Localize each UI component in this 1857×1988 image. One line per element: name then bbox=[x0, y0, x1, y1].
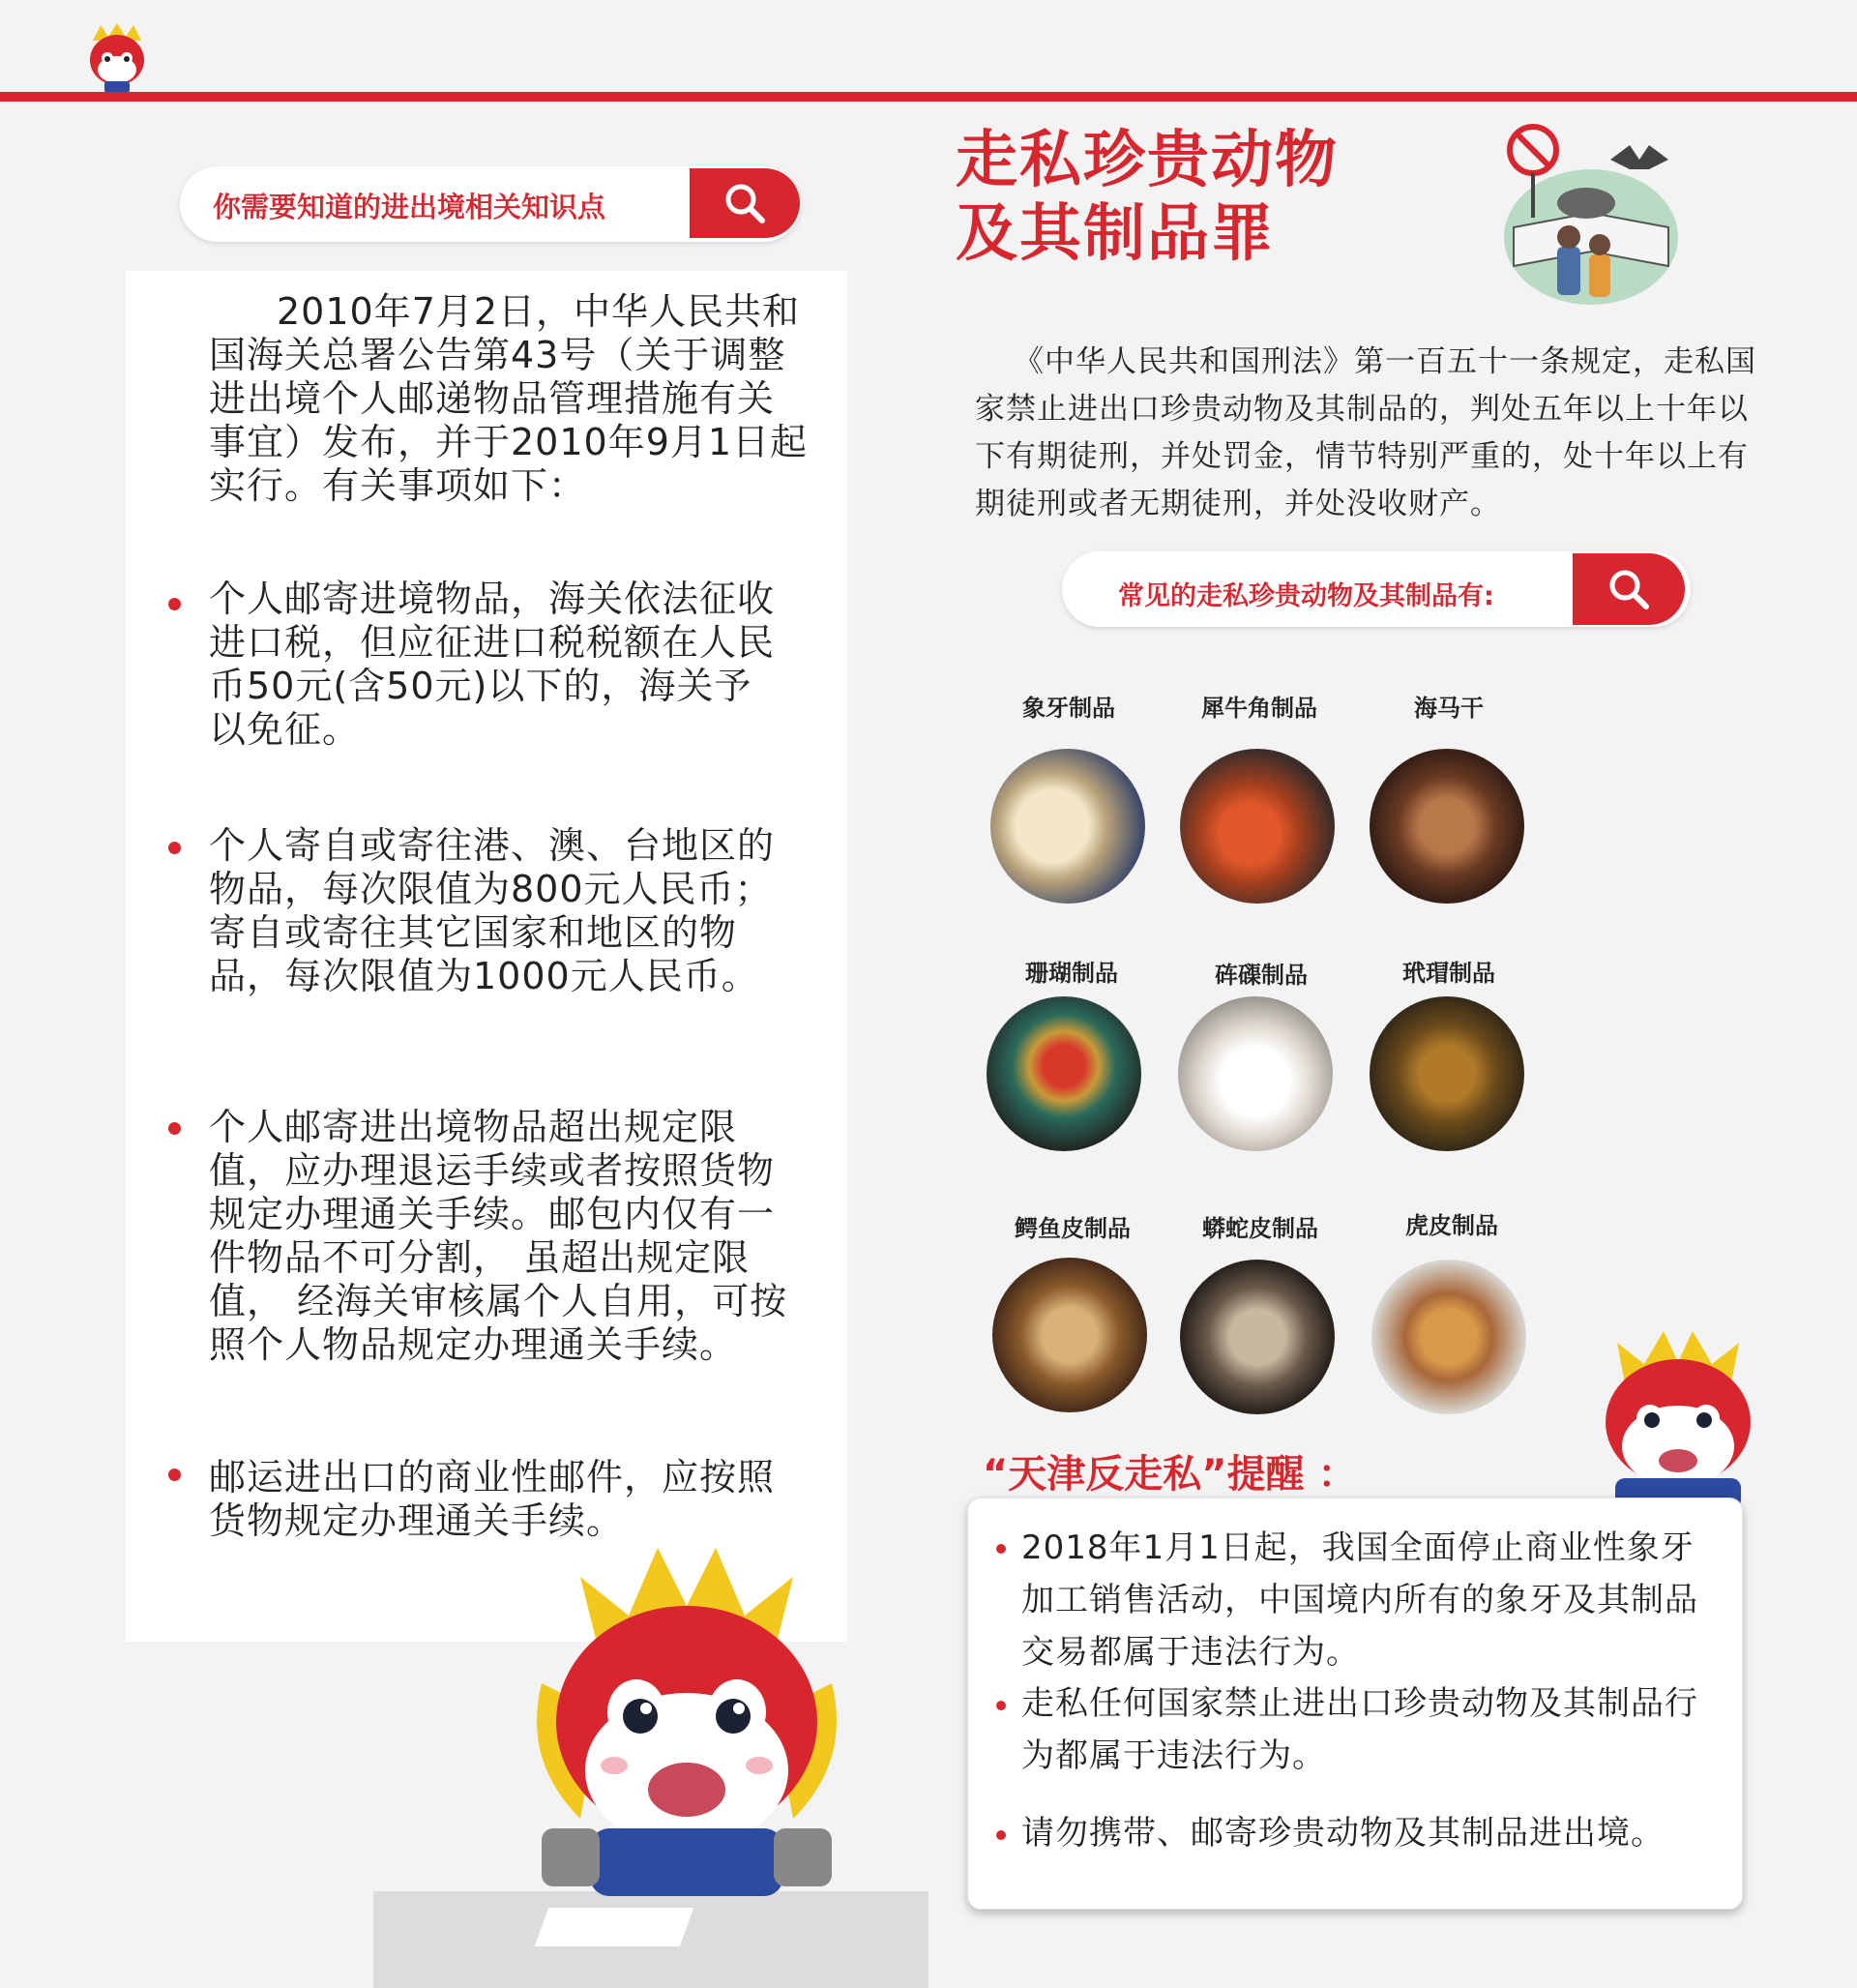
item-label: 鳄鱼皮制品 bbox=[1015, 1215, 1131, 1242]
bullet-dot bbox=[996, 1544, 1006, 1554]
knowledge-bullet-4: 邮运进出口的商业性邮件，应按照货物规定办理通关手续。 bbox=[209, 1456, 776, 1542]
search-icon bbox=[723, 182, 766, 224]
reminder-1: 2018年1月1日起，我国全面停止商业性象牙加工销售活动，中国境内所有的象牙及其制品交易都属于违法行为。 bbox=[1021, 1528, 1698, 1672]
item-rhino-horn bbox=[1163, 689, 1356, 722]
ivory-image bbox=[990, 749, 1145, 904]
reminder-3: 请勿携带、邮寄珍贵动物及其制品进出境。 bbox=[1021, 1814, 1665, 1853]
knowledge-bullet-2: 个人寄自或寄往港、澳、台地区的物品，每次限值为800元人民币；寄自或寄往其它国家和地区的物品，每次限值为1000元人民币。 bbox=[209, 824, 776, 997]
item-giant-clam bbox=[1164, 956, 1358, 989]
rhino-horn-image bbox=[1180, 749, 1335, 904]
bullet-dot bbox=[996, 1701, 1006, 1710]
item-ivory bbox=[972, 689, 1165, 722]
title-line-2: 及其制品罪 bbox=[956, 198, 1275, 270]
crocodile-skin-image bbox=[992, 1258, 1147, 1412]
paper-sheet bbox=[535, 1908, 694, 1946]
item-label: 珊瑚制品 bbox=[1025, 960, 1118, 987]
reminder-title: “天津反走私”提醒 ： bbox=[983, 1452, 1357, 1497]
knowledge-search-title: 你需要知道的进出境相关知识点 bbox=[213, 191, 606, 223]
item-label: 虎皮制品 bbox=[1405, 1212, 1498, 1239]
reminder-2: 走私任何国家禁止进出口珍贵动物及其制品行为都属于违法行为。 bbox=[1021, 1684, 1698, 1775]
hawksbill-image bbox=[1370, 996, 1524, 1151]
header-bar bbox=[0, 92, 1857, 102]
bullet-dot bbox=[168, 598, 181, 610]
item-crocodile-skin bbox=[976, 1209, 1169, 1242]
item-label: 海马干 bbox=[1414, 695, 1484, 722]
item-label: 砗磲制品 bbox=[1215, 962, 1308, 989]
item-python-skin bbox=[1164, 1209, 1357, 1242]
item-label: 犀牛角制品 bbox=[1201, 695, 1317, 722]
announcement-intro: 2010年7月2日，中华人民共和国海关总署公告第43号（关于调整进出境个人邮递物品管理措施有关事宜）发布，并于2010年9月1日起实行。有关事项如下： bbox=[209, 290, 809, 507]
item-coral bbox=[975, 954, 1168, 987]
page-title bbox=[956, 124, 1339, 271]
giant-clam-image bbox=[1178, 996, 1333, 1151]
tiger-skin-image bbox=[1371, 1260, 1526, 1414]
item-hawksbill bbox=[1352, 954, 1546, 987]
title-line-1: 走私珍贵动物 bbox=[956, 125, 1339, 196]
wildlife-search-title: 常见的走私珍贵动物及其制品有: bbox=[1118, 581, 1494, 611]
item-label: 蟒蛇皮制品 bbox=[1202, 1215, 1318, 1242]
item-label: 象牙制品 bbox=[1022, 695, 1115, 722]
python-skin-image bbox=[1180, 1260, 1335, 1414]
mascot-icon bbox=[1586, 1325, 1770, 1509]
item-label: 玳瑁制品 bbox=[1402, 960, 1495, 987]
search-button[interactable] bbox=[690, 168, 800, 238]
bullet-dot bbox=[168, 1122, 181, 1135]
item-seahorse bbox=[1352, 689, 1546, 722]
no-wildlife-icon bbox=[1494, 121, 1688, 310]
item-tiger-skin bbox=[1355, 1206, 1548, 1239]
knowledge-bullet-3: 个人邮寄进出境物品超出规定限值，应办理退运手续或者按照货物规定办理通关手续。邮包内仅有一件物品不可分割， 虽超出规定限值， 经海关审核属个人自用，可按照个人物品规定办理通关手续。 bbox=[209, 1106, 788, 1366]
bullet-dot bbox=[168, 842, 181, 854]
bullet-dot bbox=[996, 1830, 1006, 1840]
criminal-law-text: 《中华人民共和国刑法》第一百五十一条规定，走私国家禁止进出口珍贵动物及其制品的，判处五年以上十年以下有期徒刑，并处罚金，情节特别严重的，处十年以上有期徒刑或者无期徒刑，并处没收财产。 bbox=[975, 344, 1756, 521]
search-icon bbox=[1607, 568, 1650, 610]
search-button-2[interactable] bbox=[1573, 553, 1685, 625]
bullet-dot bbox=[168, 1469, 181, 1481]
coral-image bbox=[987, 996, 1141, 1151]
mascot-logo-icon bbox=[83, 21, 151, 93]
knowledge-bullet-1: 个人邮寄进境物品，海关依法征收进口税，但应征进口税税额在人民币50元(含50元)以下的，海关予以免征。 bbox=[209, 578, 776, 751]
seahorse-image bbox=[1370, 749, 1524, 904]
mascot-icon bbox=[522, 1538, 851, 1896]
